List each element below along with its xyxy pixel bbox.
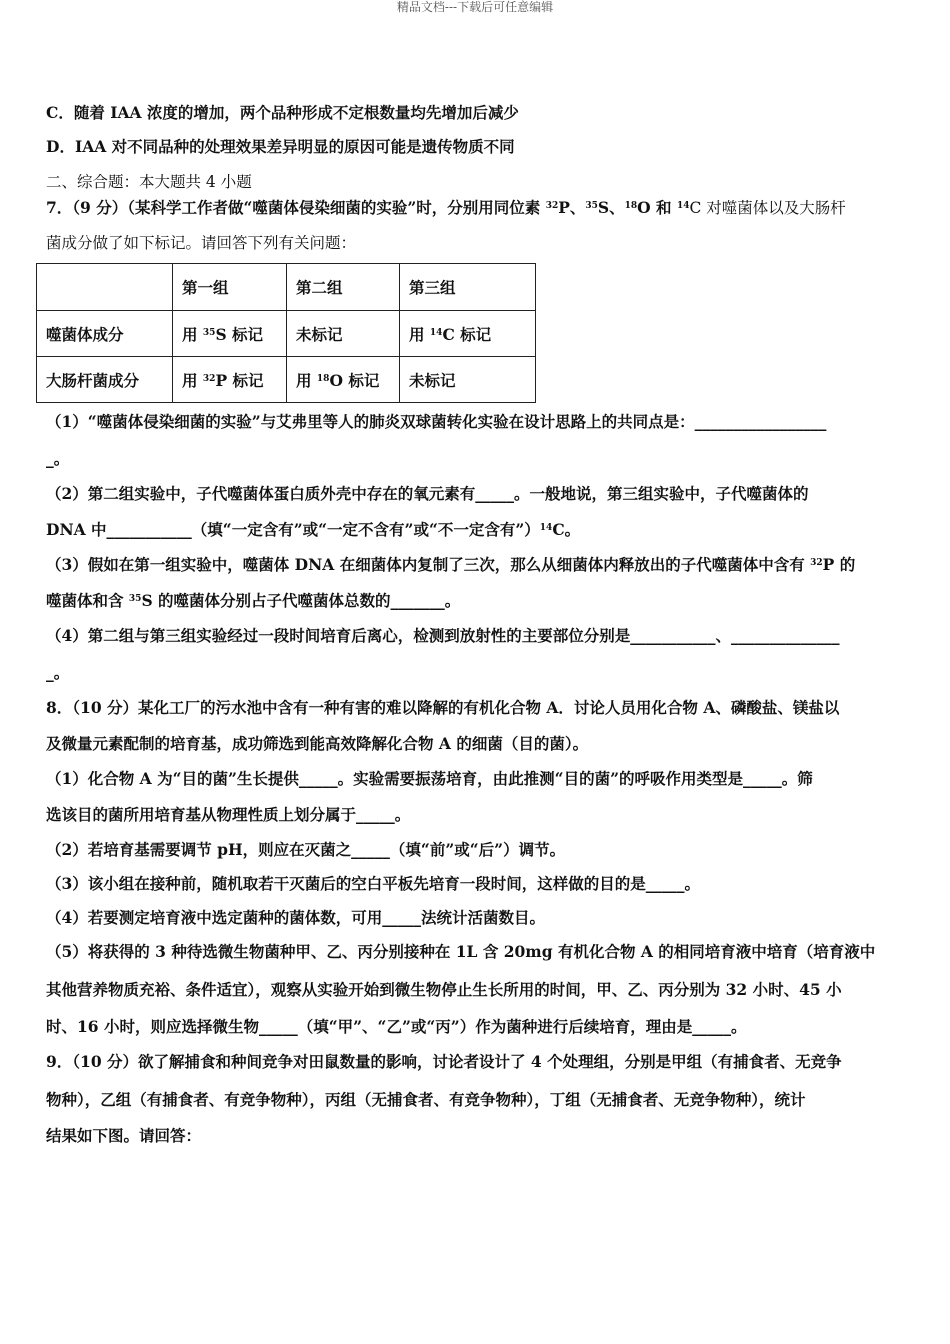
labeling-table — [36, 263, 536, 403]
q8-part-4: （4）若要测定培育液中选定菌种的菌体数，可用_____法统计活菌数目。 — [46, 908, 546, 927]
table-cell: 用 $^{18}$O 标记 — [287, 357, 400, 403]
table-row — [37, 357, 536, 403]
table-cell: 用 $^{14}$C 标记 — [400, 311, 536, 357]
table-row-label: 大肠杆菌成分 — [37, 357, 173, 403]
q7-part-3-line-2: 噬菌体和含 $^{35}$S 的噬菌体分别占子代噬菌体总数的_______。 — [46, 591, 461, 610]
question-7-line-2: 菌成分做了如下标记。请回答下列有关问题： — [46, 234, 357, 252]
table-cell — [37, 264, 173, 311]
table-header: 第二组 — [287, 264, 400, 311]
question-8-line-1: 8．（10 分）某化工厂的污水池中含有一种有害的难以降解的有机化合物 A．讨论人员用化合物 A、磷酸盐、镁盐以 — [46, 698, 840, 717]
table-cell: 未标记 — [287, 311, 400, 357]
q7-part-2-line-2: DNA 中___________（填“一定含有”或“一定不含有”或“不一定含有”）$^{14}$C。 — [46, 520, 581, 539]
page-header: 精品文档---下载后可任意编辑 — [396, 0, 554, 14]
table-cell: 未标记 — [400, 357, 536, 403]
table-header: 第一组 — [173, 264, 287, 311]
table-row-label: 噬菌体成分 — [37, 311, 173, 357]
section-2-heading: 二、综合题：本大题共 4 小题 — [46, 173, 252, 191]
question-8-line-2: 及微量元素配制的培育基，成功筛选到能高效降解化合物 A 的细菌（目的菌）。 — [46, 734, 589, 753]
q8-part-1-line-1: （1）化合物 A 为“目的菌”生长提供_____。实验需要振荡培育，由此推测“目的菌”的呼吸作用类型是_____。筛 — [46, 769, 813, 788]
table-header-row — [37, 264, 536, 311]
table-header: 第三组 — [400, 264, 536, 311]
q8-part-5-line-3: 时、16 小时，则应选择微生物_____（填“甲”、“乙”或“丙”）作为菌种进行后续培育，理由是_____。 — [46, 1017, 747, 1036]
q7-part-4-line-2: _。 — [46, 663, 70, 682]
option-c: C．随着 IAA 浓度的增加，两个品种形成不定根数量均先增加后减少 — [46, 103, 519, 122]
q7-part-3-line-1: （3）假如在第一组实验中，噬菌体 DNA 在细菌体内复制了三次，那么从细菌体内释放出的子代噬菌体中含有 $^{32}$P 的 — [46, 555, 856, 574]
q7-part-1-line-2: _。 — [46, 449, 70, 468]
option-d: D．IAA 对不同品种的处理效果差异明显的原因可能是遗传物质不同 — [46, 137, 515, 156]
q7-part-1-line-1: （1）“噬菌体侵染细菌的实验”与艾弗里等人的肺炎双球菌转化实验在设计思路上的共同点是：_________________ — [46, 412, 827, 431]
q8-part-5-line-1: （5）将获得的 3 种待选微生物菌种甲、乙、丙分别接种在 1L 含 20mg 有机化合物 A 的相同培育液中培育（培育液中 — [46, 942, 876, 961]
q7-part-2-line-1: （2）第二组实验中，子代噬菌体蛋白质外壳中存在的氧元素有_____。一般地说，第三组实验中，子代噬菌体的 — [46, 484, 809, 503]
q8-part-1-line-2: 选该目的菌所用培育基从物理性质上划分属于_____。 — [46, 805, 411, 824]
question-9-line-1: 9．（10 分）欲了解捕食和种间竞争对田鼠数量的影响，讨论者设计了 4 个处理组，分别是甲组（有捕食者、无竞争 — [46, 1052, 842, 1071]
q8-part-2: （2）若培育基需要调节 pH，则应在灭菌之_____（填“前”或“后”）调节。 — [46, 840, 566, 859]
question-9-line-2: 物种），乙组（有捕食者、有竞争物种），丙组（无捕食者、有竞争物种），丁组（无捕食者、无竞争物种），统计 — [46, 1090, 806, 1109]
question-9-line-3: 结果如下图。请回答： — [46, 1126, 202, 1145]
q8-part-3: （3）该小组在接种前，随机取若干灭菌后的空白平板先培育一段时间，这样做的目的是_____。 — [46, 874, 701, 893]
table-cell: 用 $^{35}$S 标记 — [173, 311, 287, 357]
q8-part-5-line-2: 其他营养物质充裕、条件适宜），观察从实验开始到微生物停止生长所用的时间，甲、乙、丙分别为 32 小时、45 小 — [46, 980, 842, 999]
table-cell: 用 $^{32}$P 标记 — [173, 357, 287, 403]
table-row — [37, 311, 536, 357]
q7-part-4-line-1: （4）第二组与第三组实验经过一段时间培育后离心，检测到放射性的主要部位分别是___________、______________ — [46, 626, 840, 645]
question-7-line-1: 7．（9 分）（某科学工作者做“噬菌体侵染细菌的实验”时，分别用同位素 $^{32}$P、$^{35}$S、$^{18}$O 和 $^{14}$C 对噬菌体以及大肠杆 — [46, 198, 846, 217]
